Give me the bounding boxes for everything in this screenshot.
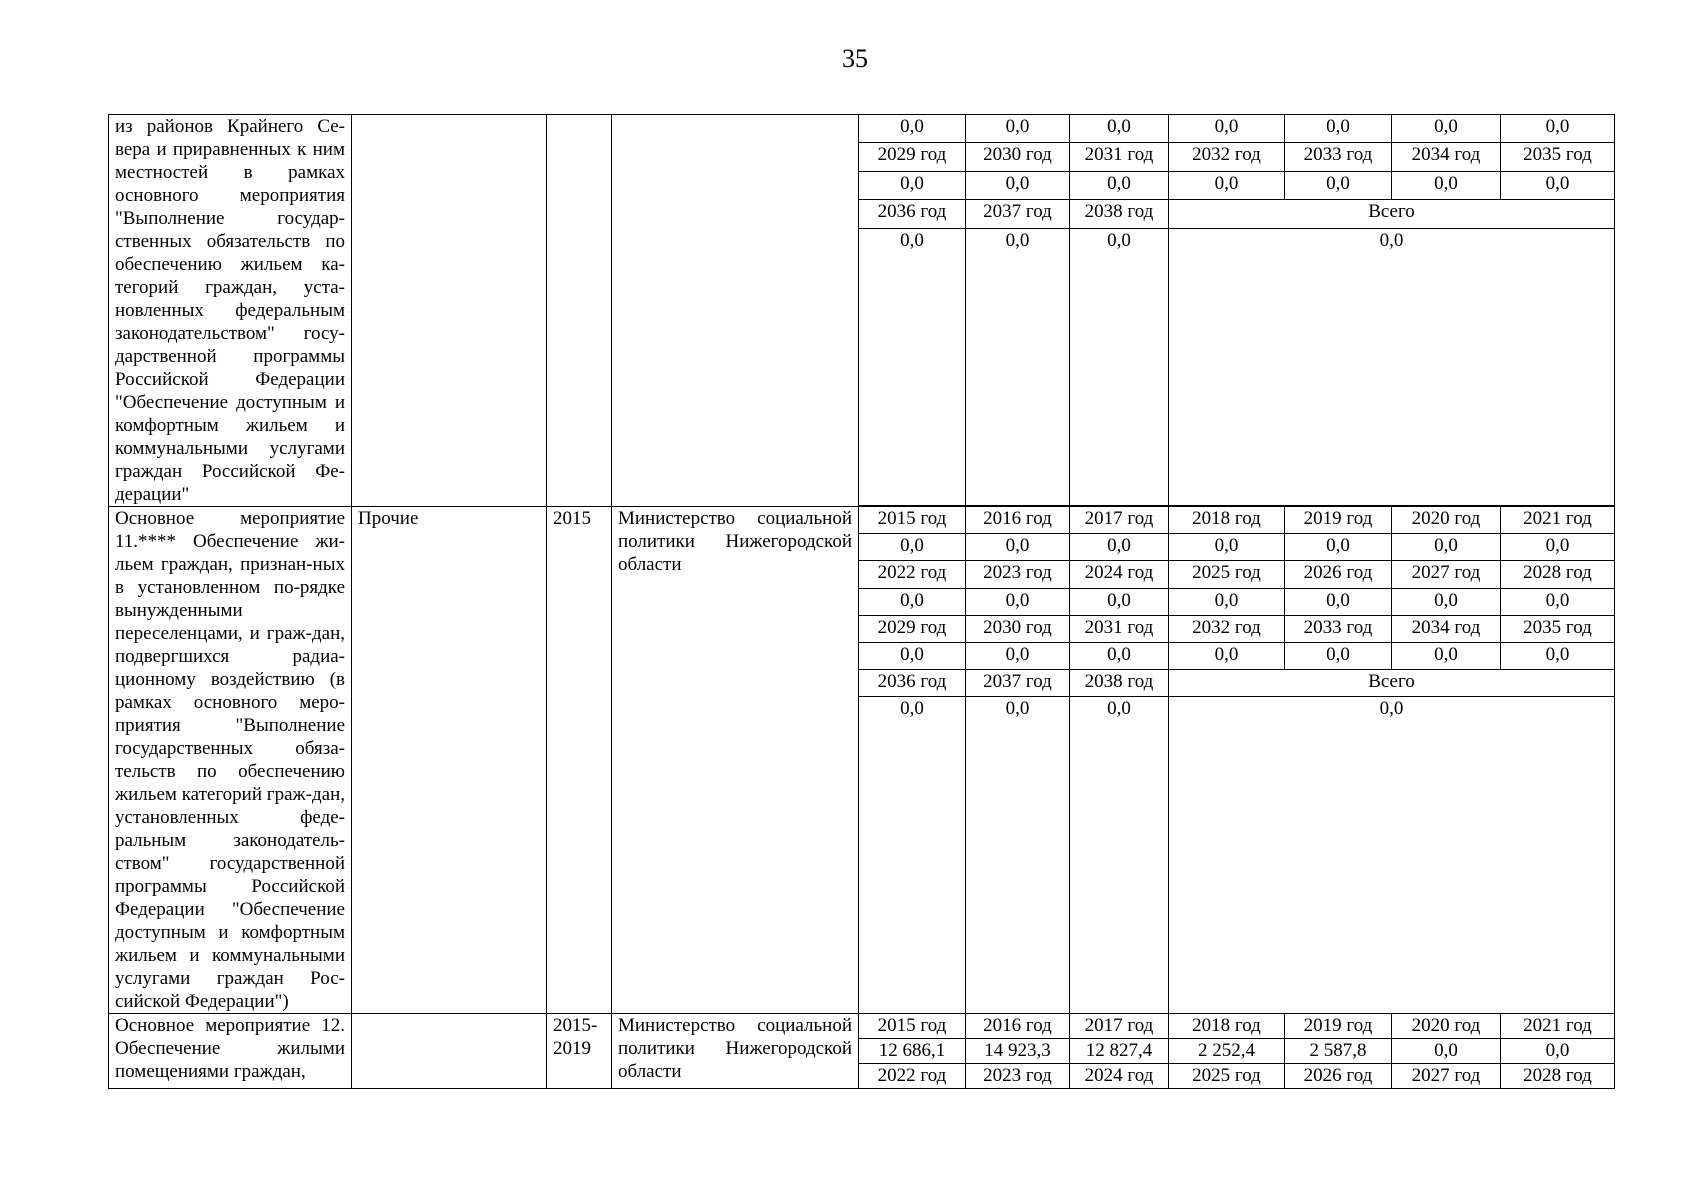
year-cell: 2018 год <box>1169 1014 1285 1039</box>
year-cell: 2030 год <box>966 143 1070 171</box>
year-cell: 2031 год <box>1070 615 1169 642</box>
value-cell: 0,0 <box>966 115 1070 143</box>
total-value: 0,0 <box>1169 228 1615 505</box>
value-cell: 0,0 <box>859 534 966 561</box>
year-cell: 2018 год <box>1169 507 1285 534</box>
activity-description: из районов Крайнего Се-вера и приравненных к ним местностей в рамках основного мероприятия "Выполнение государ-ственных обязательств по обеспечению жильем ка-тегорий граждан, уста-новленных федеральным законодательством" госу-дарственной программы Российской Федерации "Обеспечение доступным и комфортным жильем и коммунальными услугами граждан Российской Фе-дерации" <box>109 115 352 507</box>
value-cell: 14 923,3 <box>966 1039 1070 1064</box>
value-cell: 0,0 <box>859 588 966 615</box>
value-cell: 0,0 <box>1285 115 1392 143</box>
value-cell: 12 686,1 <box>859 1039 966 1064</box>
year-cell: 2016 год <box>966 1014 1070 1039</box>
value-cell: 0,0 <box>1070 588 1169 615</box>
value-cell: 0,0 <box>966 642 1070 669</box>
implementation-years <box>547 115 612 507</box>
value-cell: 0,0 <box>859 642 966 669</box>
value-cell: 0,0 <box>1169 642 1285 669</box>
value-cell: 0,0 <box>966 697 1070 1014</box>
value-cell: 0,0 <box>859 228 966 505</box>
value-cell: 0,0 <box>1392 588 1501 615</box>
year-cell: 2028 год <box>1501 561 1615 588</box>
table-row <box>109 115 1615 143</box>
executor: Министерство социальной политики Нижегородской области <box>612 507 859 1014</box>
year-cell: 2020 год <box>1392 1014 1501 1039</box>
value-cell: 0,0 <box>1070 534 1169 561</box>
year-cell: 2023 год <box>966 561 1070 588</box>
value-cell: 0,0 <box>1169 171 1285 199</box>
value-cell: 0,0 <box>1070 228 1169 505</box>
year-cell: 2024 год <box>1070 1064 1169 1089</box>
year-cell: 2017 год <box>1070 1014 1169 1039</box>
value-cell: 0,0 <box>1285 171 1392 199</box>
implementation-years: 2015 <box>547 507 612 1014</box>
year-cell: 2037 год <box>966 200 1070 228</box>
value-cell: 0,0 <box>1501 115 1615 143</box>
year-cell: 2029 год <box>859 143 966 171</box>
implementation-years: 2015-2019 <box>547 1014 612 1089</box>
year-cell: 2021 год <box>1501 507 1615 534</box>
year-cell: 2017 год <box>1070 507 1169 534</box>
value-cell: 0,0 <box>1070 642 1169 669</box>
year-cell: 2020 год <box>1392 507 1501 534</box>
year-cell: 2025 год <box>1169 1064 1285 1089</box>
value-cell: 0,0 <box>859 171 966 199</box>
year-cell: 2026 год <box>1285 561 1392 588</box>
year-cell: 2022 год <box>859 1064 966 1089</box>
year-cell: 2033 год <box>1285 143 1392 171</box>
year-cell: 2035 год <box>1501 143 1615 171</box>
year-cell: 2015 год <box>859 507 966 534</box>
table-row <box>109 1014 1615 1039</box>
value-cell: 0,0 <box>1070 697 1169 1014</box>
value-cell: 12 827,4 <box>1070 1039 1169 1064</box>
year-cell: 2032 год <box>1169 615 1285 642</box>
value-cell: 0,0 <box>1285 642 1392 669</box>
year-cell: 2037 год <box>966 670 1070 697</box>
year-cell: 2019 год <box>1285 1014 1392 1039</box>
funding-table <box>108 114 1615 1089</box>
year-cell: 2024 год <box>1070 561 1169 588</box>
year-cell: 2038 год <box>1070 200 1169 228</box>
value-cell: 0,0 <box>859 697 966 1014</box>
value-cell: 2 587,8 <box>1285 1039 1392 1064</box>
value-cell: 0,0 <box>966 534 1070 561</box>
total-label: Всего <box>1169 200 1615 228</box>
year-cell: 2015 год <box>859 1014 966 1039</box>
table-row <box>109 507 1615 534</box>
value-cell: 0,0 <box>966 588 1070 615</box>
year-cell: 2028 год <box>1501 1064 1615 1089</box>
value-cell: 0,0 <box>1169 588 1285 615</box>
year-cell: 2026 год <box>1285 1064 1392 1089</box>
executor <box>612 115 859 507</box>
value-cell: 0,0 <box>1501 171 1615 199</box>
value-cell: 0,0 <box>1392 1039 1501 1064</box>
year-cell: 2027 год <box>1392 1064 1501 1089</box>
value-cell: 0,0 <box>1392 534 1501 561</box>
value-cell: 0,0 <box>1501 1039 1615 1064</box>
year-cell: 2022 год <box>859 561 966 588</box>
year-cell: 2034 год <box>1392 615 1501 642</box>
value-cell: 0,0 <box>1070 115 1169 143</box>
year-cell: 2021 год <box>1501 1014 1615 1039</box>
value-cell: 0,0 <box>859 115 966 143</box>
funding-source <box>352 115 547 507</box>
year-cell: 2029 год <box>859 615 966 642</box>
funding-source: Прочие <box>352 507 547 1014</box>
year-cell: 2036 год <box>859 670 966 697</box>
value-cell: 0,0 <box>1392 642 1501 669</box>
value-cell: 0,0 <box>1169 534 1285 561</box>
year-cell: 2034 год <box>1392 143 1501 171</box>
value-cell: 0,0 <box>1285 588 1392 615</box>
value-cell: 0,0 <box>966 228 1070 505</box>
year-cell: 2023 год <box>966 1064 1070 1089</box>
value-cell: 2 252,4 <box>1169 1039 1285 1064</box>
year-cell: 2038 год <box>1070 670 1169 697</box>
value-cell: 0,0 <box>1070 171 1169 199</box>
value-cell: 0,0 <box>1169 115 1285 143</box>
value-cell: 0,0 <box>1392 171 1501 199</box>
total-value: 0,0 <box>1169 697 1615 1014</box>
year-cell: 2016 год <box>966 507 1070 534</box>
value-cell: 0,0 <box>1392 115 1501 143</box>
value-cell: 0,0 <box>966 171 1070 199</box>
value-cell: 0,0 <box>1501 534 1615 561</box>
year-cell: 2031 год <box>1070 143 1169 171</box>
year-cell: 2033 год <box>1285 615 1392 642</box>
year-cell: 2027 год <box>1392 561 1501 588</box>
year-cell: 2025 год <box>1169 561 1285 588</box>
funding-source <box>352 1014 547 1089</box>
activity-description: Основное мероприятие 12. Обеспечение жилыми помещениями граждан, <box>109 1014 352 1089</box>
value-cell: 0,0 <box>1501 642 1615 669</box>
total-label: Всего <box>1169 670 1615 697</box>
year-cell: 2019 год <box>1285 507 1392 534</box>
activity-description: Основное мероприятие 11.**** Обеспечение жи-льем граждан, признан-ных в установленном по-рядке вынужденными переселенцами, и граж-дан, подвергшихся радиа-ционному воздействию (в рамках основного меро-приятия "Выполнение государственных обяза-тельств по обеспечению жильем категорий граж-дан, установленных феде-ральным законодатель-ством" государственной программы Российской Федерации "Обеспечение доступным и комфортным жильем и коммунальными услугами граждан Рос-сийской Федерации") <box>109 507 352 1014</box>
year-cell: 2030 год <box>966 615 1070 642</box>
year-cell: 2035 год <box>1501 615 1615 642</box>
value-cell: 0,0 <box>1285 534 1392 561</box>
year-cell: 2036 год <box>859 200 966 228</box>
value-cell: 0,0 <box>1501 588 1615 615</box>
executor: Министерство социальной политики Нижегородской области <box>612 1014 859 1089</box>
page-number: 35 <box>842 44 868 73</box>
year-cell: 2032 год <box>1169 143 1285 171</box>
